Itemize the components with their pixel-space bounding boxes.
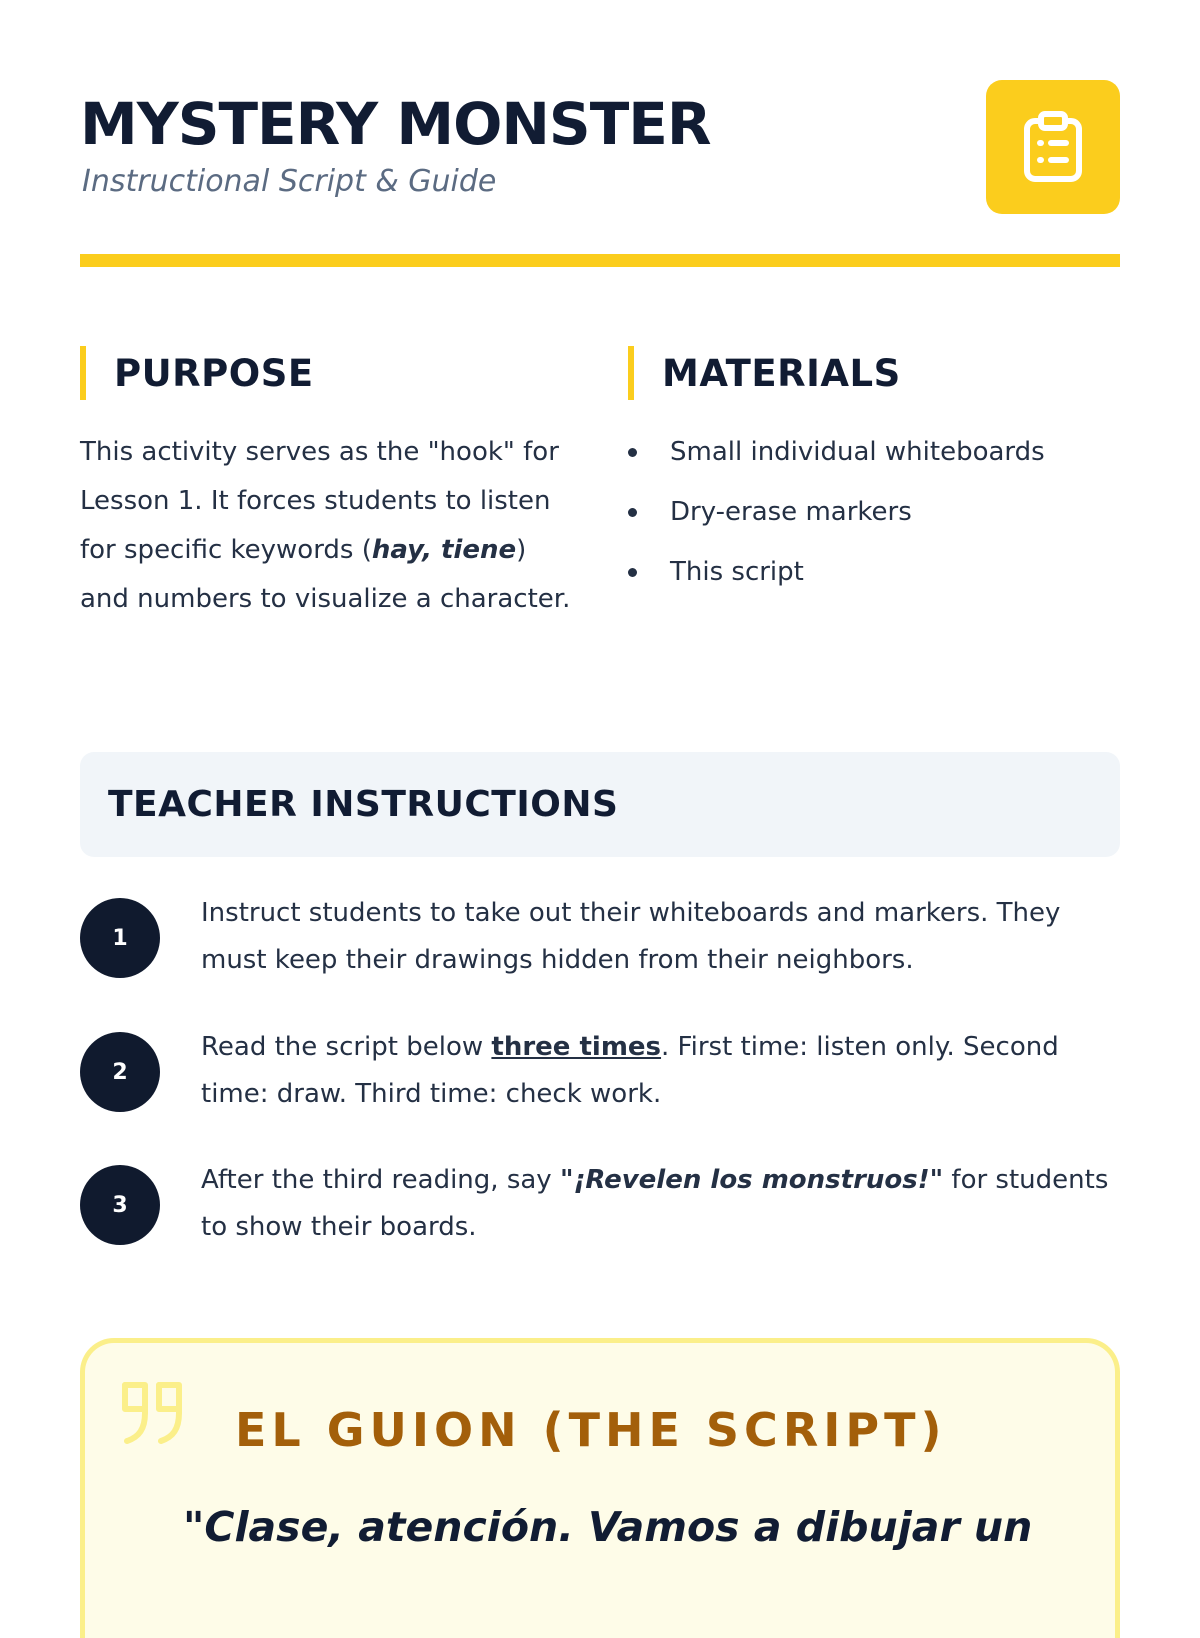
purpose-text: This activity serves as the "hook" for Lesson 1. It forces students to listen for specific keywords (hay, tiene) and numbers to visualize a character. <box>80 437 571 614</box>
materials-heading: MATERIALS <box>628 346 901 400</box>
script-heading: EL GUION (THE SCRIPT) <box>235 1403 947 1457</box>
step-quote: "¡Revelen los monstruos!" <box>559 1165 944 1195</box>
step-text: Read the script below three times. First time: listen only. Second time: draw. Third time: check work. <box>201 1032 1059 1109</box>
header-divider <box>80 254 1120 267</box>
materials-list <box>628 428 1118 608</box>
step-text: Instruct students to take out their whiteboards and markers. They must keep their drawings hidden from their neighbors. <box>201 898 1061 975</box>
script-first-line: "Clase, atención. Vamos a dibujar un <box>183 1503 1033 1551</box>
step-emphasis: three times <box>491 1032 662 1062</box>
purpose-keywords: hay, tiene <box>371 535 517 565</box>
instruction-step-3 <box>80 1165 1120 1265</box>
list-item: This script <box>628 548 1118 608</box>
purpose-heading: PURPOSE <box>80 346 314 400</box>
instruction-step-2 <box>80 1032 1120 1132</box>
list-item: Small individual whiteboards <box>628 428 1118 488</box>
list-item: Dry-erase markers <box>628 488 1118 548</box>
page-subtitle: Instructional Script & Guide <box>82 164 497 199</box>
header <box>80 80 1120 214</box>
clipboard-list-icon <box>986 80 1120 214</box>
step-number: 3 <box>80 1165 160 1245</box>
step-number: 1 <box>80 898 160 978</box>
teacher-instructions-heading: TEACHER INSTRUCTIONS <box>80 752 1120 857</box>
quote-icon <box>119 1379 189 1451</box>
script-section <box>80 1338 1120 1638</box>
step-text: After the third reading, say "¡Revelen los monstruos!" for students to show their boards. <box>201 1165 1109 1242</box>
instruction-step-1 <box>80 898 1120 998</box>
step-number: 2 <box>80 1032 160 1112</box>
page-title: MYSTERY MONSTER <box>80 90 711 158</box>
